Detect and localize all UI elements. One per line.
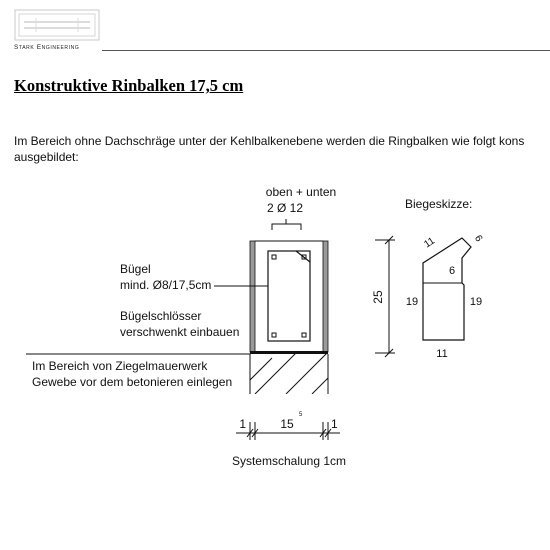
dim-width: 15: [280, 417, 294, 431]
masonry-label-1: Im Bereich von Ziegelmauerwerk: [32, 359, 208, 373]
lock-label-2: verschwenkt einbauen: [120, 325, 240, 339]
page-title: Konstruktive Rinbalken 17,5 cm: [14, 76, 244, 95]
rebar-label: oben + unten: [265, 185, 337, 199]
stirrup-hook: [296, 251, 310, 262]
lock-label-1: Bügelschlösser: [120, 309, 202, 323]
stirrup: [268, 251, 310, 341]
masonry-label-2: Gewebe vor dem betonieren einlegen: [32, 375, 233, 389]
dim-right: 1: [331, 417, 338, 431]
intro-line-2: ausgebildet:: [14, 150, 79, 164]
bending-left: 19: [405, 296, 419, 308]
bending-hook: 6: [471, 233, 485, 244]
rebar-bracket: [272, 224, 301, 230]
bending-shape: [423, 238, 471, 340]
bending-top: 11: [422, 235, 437, 251]
beam-bottom-edge: [250, 351, 328, 354]
bending-bottom: 11: [436, 348, 448, 360]
formwork-label: Systemschalung 1cm: [231, 454, 347, 468]
formwork-right: [323, 241, 328, 352]
height-dimension: 25: [371, 290, 385, 304]
dim-left: 1: [239, 417, 246, 431]
dim-width-superscript: 5: [299, 412, 303, 418]
stirrup-spec: mind. Ø8/17,5cm: [120, 278, 212, 292]
formwork-left: [250, 241, 255, 352]
rebar-spec: 2 Ø 12: [266, 201, 304, 215]
stirrup-label: Bügel: [120, 262, 151, 276]
rebar-bar: [272, 333, 276, 337]
rebar-bar: [302, 333, 306, 337]
bending-title: Biegeskizze:: [405, 197, 473, 211]
masonry-hatch: [250, 352, 328, 394]
rebar-bar: [272, 255, 276, 259]
company-name: Stark Engineering: [14, 44, 80, 51]
intro-line-1: Im Bereich ohne Dachschräge unter der Kehlbalkenebene werden die Ringbalken wie folgt kons: [14, 134, 525, 148]
bending-right: 19: [469, 296, 483, 308]
bending-inner: 6: [448, 265, 456, 277]
